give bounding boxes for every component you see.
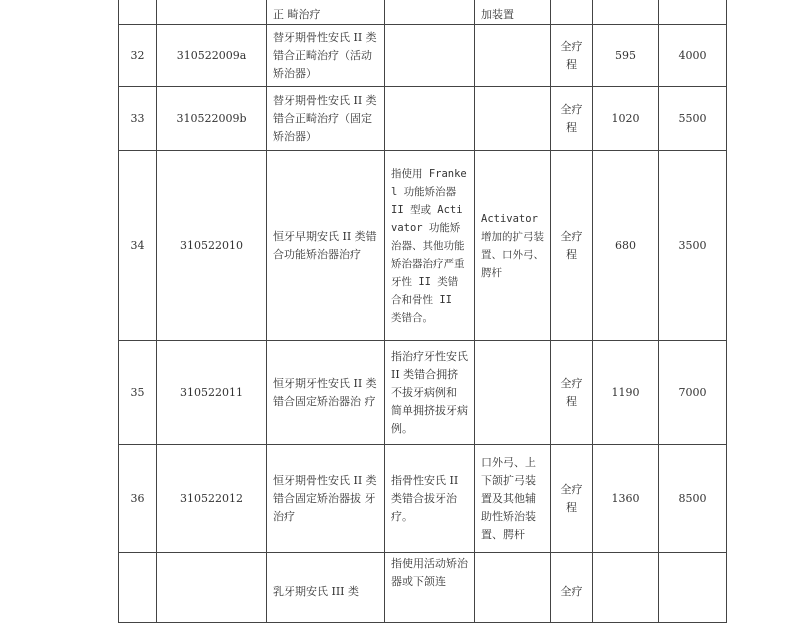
cell-item-name: 恒牙早期安氏 II 类错合功能矫治器治疗	[267, 151, 385, 341]
cell-price-1	[593, 0, 659, 25]
cell-price-1: 1020	[593, 87, 659, 151]
cell-connotation: 指使用活动矫治器或下颌连	[385, 553, 475, 623]
cell-no: 33	[119, 87, 157, 151]
cell-item-name: 替牙期骨性安氏 II 类错合正畸治疗（固定矫治器）	[267, 87, 385, 151]
cell-unit: 全疗程	[551, 341, 593, 445]
cell-connotation: 指骨性安氏 II 类错合拔牙治疗。	[385, 445, 475, 553]
cell-no: 35	[119, 341, 157, 445]
cell-price-1	[593, 553, 659, 623]
cell-item-name: 乳牙期安氏 III 类	[267, 553, 385, 623]
cell-connotation: 指治疗牙性安氏 II 类错合拥挤不拔牙病例和 简单拥挤拔牙病例。	[385, 341, 475, 445]
cell-except: 口外弓、上下颌扩弓装置及其他辅助性矫治装置、腭杆	[475, 445, 551, 553]
cell-price-2: 3500	[659, 151, 727, 341]
cell-connotation: 指使用 Frankel 功能矫治器 II 型或 Activator 功能矫治器、其他功能矫治器治疗严重牙性 II 类错合和骨性 II 类错合。	[385, 151, 475, 341]
cell-item-name: 正 畸治疗	[267, 0, 385, 25]
cell-connotation	[385, 0, 475, 25]
cell-unit: 全疗	[551, 553, 593, 623]
cell-item-name: 替牙期骨性安氏 II 类错合正畸治疗（活动矫治器）	[267, 25, 385, 87]
table-row	[119, 445, 727, 553]
cell-code: 310522012	[157, 445, 267, 553]
cell-connotation	[385, 87, 475, 151]
cell-code	[157, 553, 267, 623]
cell-except: 加装置	[475, 0, 551, 25]
cell-unit: 全疗程	[551, 151, 593, 341]
cell-price-1: 595	[593, 25, 659, 87]
cell-no: 36	[119, 445, 157, 553]
cell-unit: 全疗程	[551, 445, 593, 553]
cell-price-2: 7000	[659, 341, 727, 445]
cell-except	[475, 87, 551, 151]
cell-price-2: 5500	[659, 87, 727, 151]
cell-unit: 全疗程	[551, 25, 593, 87]
table-row	[119, 553, 727, 623]
cell-code	[157, 0, 267, 25]
cell-except: Activator 增加的扩弓装置、口外弓、腭杆	[475, 151, 551, 341]
cell-except	[475, 553, 551, 623]
cell-price-2	[659, 553, 727, 623]
table-row	[119, 341, 727, 445]
cell-code: 310522010	[157, 151, 267, 341]
price-table	[118, 0, 727, 623]
cell-price-2	[659, 0, 727, 25]
cell-price-1: 1360	[593, 445, 659, 553]
cell-price-2: 8500	[659, 445, 727, 553]
cell-except	[475, 341, 551, 445]
cell-except	[475, 25, 551, 87]
cell-unit	[551, 0, 593, 25]
cell-code: 310522011	[157, 341, 267, 445]
table-row	[119, 151, 727, 341]
cell-code: 310522009b	[157, 87, 267, 151]
cell-unit: 全疗程	[551, 87, 593, 151]
cell-item-name: 恒牙期骨性安氏 II 类错合固定矫治器拔 牙治疗	[267, 445, 385, 553]
cell-code: 310522009a	[157, 25, 267, 87]
table-row	[119, 87, 727, 151]
cell-no	[119, 0, 157, 25]
table-row	[119, 25, 727, 87]
cell-no: 32	[119, 25, 157, 87]
cell-no: 34	[119, 151, 157, 341]
cell-item-name: 恒牙期牙性安氏 II 类错合固定矫治器治 疗	[267, 341, 385, 445]
cell-no	[119, 553, 157, 623]
cell-price-1: 1190	[593, 341, 659, 445]
cell-connotation	[385, 25, 475, 87]
cell-price-1: 680	[593, 151, 659, 341]
table-row	[119, 0, 727, 25]
cell-price-2: 4000	[659, 25, 727, 87]
